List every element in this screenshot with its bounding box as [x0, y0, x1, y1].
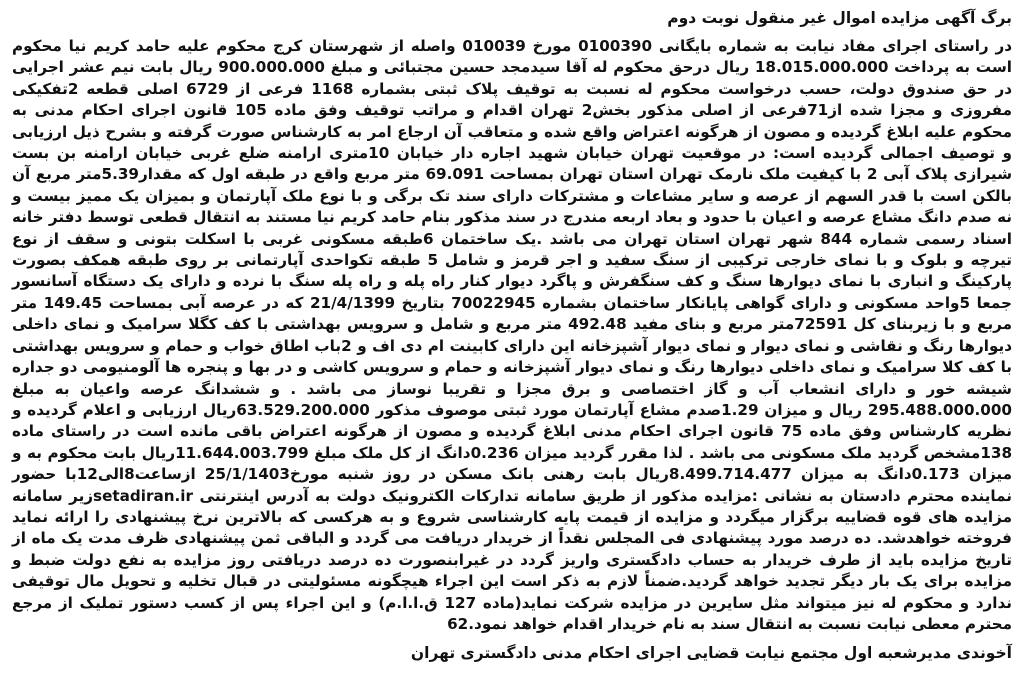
- notice-title: برگ آگهی مزایده اموال غیر منقول نوبت دوم: [667, 9, 1012, 27]
- notice-body: در راستای اجرای مفاد نیابت به شماره بایگانی 0100390 مورخ 010039 واصله از شهرستان کرج محکوم علیه حامد کریم نیا محکوم است به پرداخت 18.015.000.000 ریال درحق محکوم له آقا سیدمجد حسین مجتبائی و مبلغ 900.000.000 ریال بابت نیم عشر اجرایی در حق صندوق دولت، حسب درخواست محکوم له نسبت به توقیف پلاک ثبتی بشماره 1168 فرعی از 6729 اصلی قطعه 2تفکیکی مفروزی و مجزا شده از71فرعی از اصلی مذکور بخش2 تهران اقدام و مراتب توقیف وفق ماده 105 قانون اجرای احکام مدنی به محکوم علیه ابلاغ گردیده و مصون از هرگونه اعتراض واقع شده و متعاقب آن ارجاع امر به کارشناس صورت گرفته و بشرح ذیل ارزیابی و توصیف اجمالی گردیده است: در موقعیت تهران خیابان شهید اجاره دار خیابان 10متری ارامنه ضلع غربی خیابان ارامنه بن بست شیرازی پلاک آبی 2 با کیفیت ملک نارمک تهران استان تهران بمساحت 69.091 متر مربع واقع در طبقه اول که مقدار5.39متر مربع آن بالکن است با قدر السهم از عرصه و سایر مشاعات و مشترکات دارای سند تک برگی و با نوع ملک آپارتمان و بمیزان یک ممیز بیست و نه صدم دانگ مشاع عرصه و اعیان با حدود و بعاد اربعه مندرج در سند مذکور بنام حامد کریم نیا مستند به انتقال قطعی توسط دفتر خانه اسناد رسمی شماره 844 شهر تهران استان تهران می باشد .یک ساختمان 6طبقه مسکونی غربی با اسکلت بتونی و سقف از نوع تیرچه و بلوک و با نمای خارجی ترکیبی از سنگ سفید و اجر قرمز و شامل 5 طبقه تکواحدی آپارتمانی بر روی طبقه همکف بصورت پارکینگ و انباری با نمای دیوارها سنگ و کف سنگفرش و پاگرد دیوار کنار راه پله و راه پله سنگ با نرده و دارای یک دستگاه آسانسور جمعا 5واحد مسکونی و دارای گواهی پایانکار ساختمان بشماره 70022945 بتاریخ 21/4/1399 که در عرصه آبی بمساحت 149.45 متر مربع و با زیربنای کل 72591متر مربع و بنای مفید 492.48 متر مربع و شامل و سرویس بهداشتی با کف کگلا سرامیک و نمای داخلی دیوارها رنگ و نقاشی و نمای دیوار و نمای دیوار آشپزخانه این دارای کابینت ام دی اف و 2باب اطاق خواب و حمام و سرویس بهداشتی با کف کلا سرامیک و نمای داخلی دیوارها رنگ و نمای دیوار آشپزخانه و حمام و سرویس کاشی و در بها و پنجره ها آلومنیومی دو جداره شیشه خور و دارای انشعاب آب و گاز اختصاصی و برق مجزا و تقریبا نوساز می باشد . و ششدانگ عرصه واعیان به مبلغ 295.488.000.000 ریال و میزان 1.29صدم مشاع آپارتمان مورد ثبتی موصوف مذکور 63.529.200.000ریال ارزیابی و اعلام گردیده و نظریه کارشناس وفق ماده 75 قانون اجرای احکام مدنی ابلاغ گردیده و مصون از هرگونه اعتراض باقی مانده است در راستای ماده 138مشخص گردید ملک مسکونی می باشد . لذا مقرر گردید میزان 0.236دانگ از کل ملک مبلغ 11.644.003.799ریال بابت محکوم به و میزان 0.173دانگ به میزان 8.499.714.477ریال بابت رهنی بانک مسکن در روز شنبه مورخ25/1/1403 ازساعت8الی12با حضور نماینده محترم دادستان به نشانی :مزایده مذکور از طریق سامانه تدارکات الکترونیک دولت به آدرس اینترنتی setadiran.irزیر سامانه مزایده های قوه قضاییه برگزار میگردد و مزایده از قیمت پایه کارشناسی شروع و به هرکسی که بالاترین نرخ پیشنهادی را ارائه نماید فروخته خواهدشد. ده درصد مورد پیشنهادی فی المجلس نقداً از خریدار دریافت می گردد و الباقی ثمن پیشنهادی ظرف مدت یک ماه از تاریخ مزایده باید از طرف خریدار به حساب دادگستری واریز گردد در غیرابنصورت ده درصد دریافتی روز مزایده به نفع دولت ضبط و مزایده برای یک بار دیگر تجدید خواهد گردید.ضمناً لازم به ذکر است این اجراء هیچگونه مسئولیتی در قبال تخلیه و تحویل مال توقیفی ندارد و محکوم له نیز میتواند مثل سایرین در مزایده شرکت نماید(ماده 127 ق.ا.ا.م) و این اجراء پس از کسب دستور تملیک از مرجع محترم معطی نیابت نسبت به انتقال سند به نام خریدار اقدام خواهد نمود.62: [12, 37, 1013, 633]
- auction-notice: [12, 6, 1012, 682]
- notice-signature: آخوندی مدیرشعبه اول مجتمع نیابت قضایی اجرای احکام مدنی دادگستری تهران: [410, 644, 1012, 663]
